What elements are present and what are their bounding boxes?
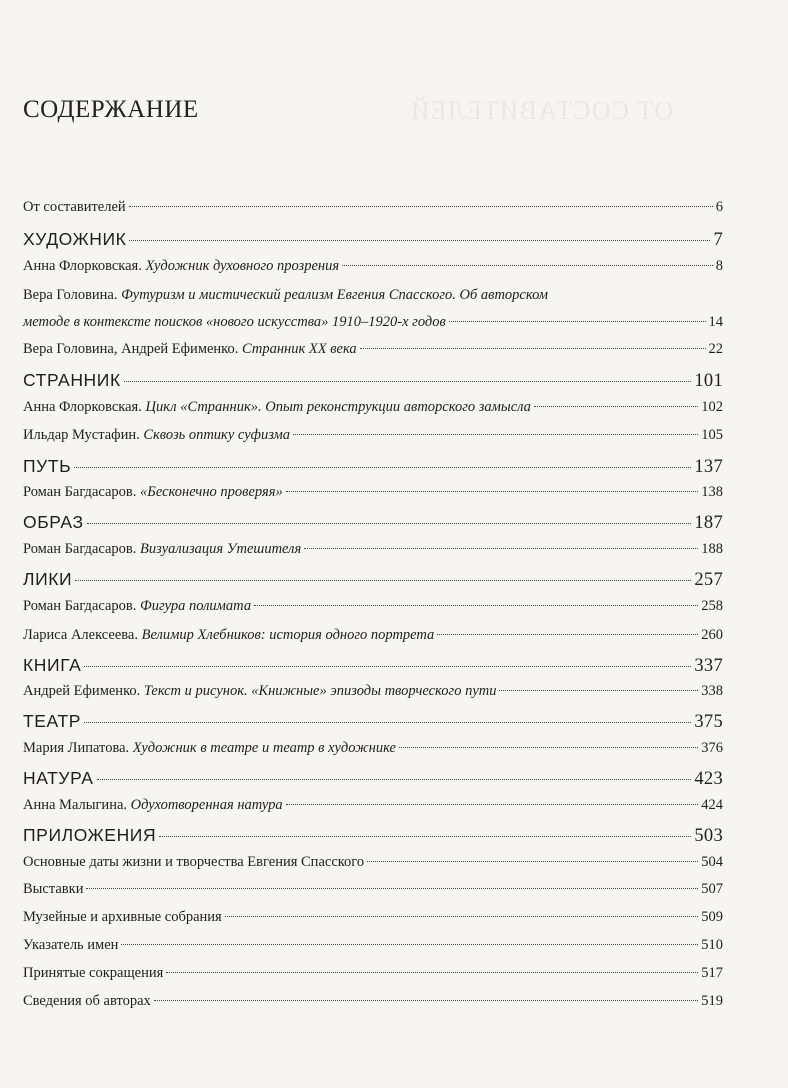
toc-section-title: ПРИЛОЖЕНИЯ xyxy=(23,825,157,845)
toc-entry-label: Музейные и архивные собрания xyxy=(23,909,222,925)
page-number: 22 xyxy=(708,341,723,357)
toc-section-title: КНИГА xyxy=(23,655,82,675)
toc-author: Лариса Алексеева. xyxy=(23,627,142,643)
toc-entry-row[interactable] xyxy=(23,908,723,926)
dot-leader xyxy=(225,915,699,917)
toc-entry-row[interactable] xyxy=(23,426,723,444)
toc-section-title: ОБРАЗ xyxy=(23,512,84,532)
toc-entry-label xyxy=(23,257,339,275)
page-number: 187 xyxy=(694,513,723,533)
page-number: 257 xyxy=(694,570,723,590)
page-number: 507 xyxy=(701,881,723,897)
dot-leader xyxy=(154,999,698,1001)
page-number: 338 xyxy=(701,683,723,699)
page-number: 519 xyxy=(701,993,723,1009)
dot-leader xyxy=(84,721,691,723)
toc-author: Ильдар Мустафин. xyxy=(23,427,144,443)
toc-author: Вера Головина. xyxy=(23,287,122,303)
page-number: 337 xyxy=(694,656,723,676)
toc-title: Сквозь оптику суфизма xyxy=(143,427,291,443)
toc-entry-line xyxy=(23,286,548,304)
page-number: 101 xyxy=(694,371,723,391)
toc-section-row[interactable] xyxy=(23,455,723,478)
toc-title: Художник в театре и театр в художнике xyxy=(132,740,396,756)
dot-leader xyxy=(129,205,713,207)
page-number: 105 xyxy=(701,427,723,443)
toc-entry-row[interactable] xyxy=(23,682,723,700)
toc-entry-label xyxy=(23,340,357,358)
toc-entry-label xyxy=(23,483,283,501)
dot-leader xyxy=(360,347,706,349)
toc-section-row[interactable] xyxy=(23,767,723,790)
toc-section-title: ХУДОЖНИК xyxy=(23,229,127,249)
toc-entry-row[interactable] xyxy=(23,198,723,216)
toc-entry-row[interactable] xyxy=(23,880,723,898)
page-number: 424 xyxy=(701,797,723,813)
page-number: 14 xyxy=(708,314,723,330)
dot-leader xyxy=(367,860,698,862)
toc-entry-label xyxy=(23,597,251,615)
toc-title-continued: методе в контексте поисков «нового искусства» 1910–1920-х годов xyxy=(23,314,446,330)
dot-leader xyxy=(286,490,699,492)
dot-leader xyxy=(121,943,698,945)
toc-title: Велимир Хлебников: история одного портрета xyxy=(141,627,435,643)
toc-entry-row[interactable] xyxy=(23,964,723,982)
toc-author: Анна Флорковская. xyxy=(23,258,146,274)
dot-leader xyxy=(293,433,698,435)
dot-leader xyxy=(534,405,698,407)
toc-title: Художник духовного прозрения xyxy=(145,258,340,274)
toc-section-row[interactable] xyxy=(23,568,723,591)
bleed-through-text: ОТ СОСТАВИТЕЛЕЙ xyxy=(410,96,674,125)
toc-section-title: НАТУРА xyxy=(23,768,94,788)
page-number: 8 xyxy=(715,258,723,274)
toc-title: Футуризм и мистический реализм Евгения Спасского. Об авторском xyxy=(121,287,549,303)
dot-leader xyxy=(97,778,692,780)
page-number: 258 xyxy=(701,598,723,614)
dot-leader xyxy=(159,835,691,837)
dot-leader xyxy=(437,633,698,635)
toc-entry-row[interactable] xyxy=(23,936,723,954)
page-number: 138 xyxy=(701,484,723,500)
toc-entry-row[interactable] xyxy=(23,739,723,757)
dot-leader xyxy=(342,264,713,266)
page-number: 260 xyxy=(701,627,723,643)
toc-section-row[interactable] xyxy=(23,369,723,392)
page-number: 517 xyxy=(701,965,723,981)
dot-leader xyxy=(75,579,691,581)
toc-entry-label: Указатель имен xyxy=(23,937,119,953)
toc-entry-label: Выставки xyxy=(23,881,84,897)
toc-author: Мария Липатова. xyxy=(23,740,133,756)
toc-entry-row[interactable] xyxy=(23,340,723,358)
toc-entry-row[interactable] xyxy=(23,540,723,558)
toc-author: Вера Головина, Андрей Ефименко. xyxy=(23,341,242,357)
toc-section-title: ТЕАТР xyxy=(23,711,82,731)
toc-entry-label: От составителей xyxy=(23,199,126,215)
dot-leader xyxy=(87,522,692,524)
toc-entry-row[interactable] xyxy=(23,597,723,615)
dot-leader xyxy=(86,887,698,889)
toc-entry-label xyxy=(23,682,496,700)
toc-entry-label: Сведения об авторах xyxy=(23,993,151,1009)
toc-entry-label xyxy=(23,313,446,331)
toc-title: Визуализация Утешителя xyxy=(140,541,302,557)
toc-entry-row[interactable] xyxy=(23,313,723,331)
toc-entry-label xyxy=(23,398,531,416)
toc-title: Одухотворенная натура xyxy=(130,797,283,813)
page-number: 423 xyxy=(694,769,723,789)
page-number: 504 xyxy=(701,854,723,870)
page-number: 503 xyxy=(694,826,723,846)
page-number: 7 xyxy=(713,230,723,250)
dot-leader xyxy=(399,746,698,748)
toc-entry-label xyxy=(23,739,396,757)
toc-section-row[interactable] xyxy=(23,824,723,847)
dot-leader xyxy=(166,971,698,973)
toc-entry-row[interactable] xyxy=(23,796,723,814)
toc-author: Анна Малыгина. xyxy=(23,797,131,813)
toc-title: Странник XX века xyxy=(242,341,357,357)
toc-section-title: ПУТЬ xyxy=(23,456,72,476)
dot-leader xyxy=(74,466,691,468)
toc-section-row[interactable] xyxy=(23,228,723,251)
dot-leader xyxy=(499,689,698,691)
toc-title: «Бесконечно проверяя» xyxy=(140,484,283,500)
toc-author: Андрей Ефименко. xyxy=(23,683,144,699)
toc-author: Роман Багдасаров. xyxy=(23,541,141,557)
dot-leader xyxy=(304,547,698,549)
dot-leader xyxy=(254,604,698,606)
toc-author: Анна Флорковская. xyxy=(23,399,146,415)
toc-entry-row[interactable] xyxy=(23,853,723,871)
toc-entry-label xyxy=(23,796,283,814)
page-number: 6 xyxy=(715,199,723,215)
page-number: 509 xyxy=(701,909,723,925)
toc-entry-label xyxy=(23,540,301,558)
dot-leader xyxy=(449,320,706,322)
page-number: 137 xyxy=(694,457,723,477)
toc-author: Роман Багдасаров. xyxy=(23,484,141,500)
dot-leader xyxy=(84,665,691,667)
toc-entry-row[interactable] xyxy=(23,483,723,501)
page-title: СОДЕРЖАНИЕ xyxy=(23,96,199,123)
toc-entry-row[interactable] xyxy=(23,257,723,275)
toc-section-title: СТРАННИК xyxy=(23,370,121,390)
toc-section-title: ЛИКИ xyxy=(23,569,73,589)
page-number: 102 xyxy=(701,399,723,415)
toc-section-row[interactable] xyxy=(23,710,723,733)
toc-section-row[interactable] xyxy=(23,654,723,677)
toc-entry-row[interactable] xyxy=(23,626,723,644)
toc-section-row[interactable] xyxy=(23,511,723,534)
toc-title: Цикл «Странник». Опыт реконструкции авторского замысла xyxy=(145,399,531,415)
dot-leader xyxy=(286,803,699,805)
dot-leader xyxy=(124,380,692,382)
toc-entry-label xyxy=(23,626,434,644)
page-number: 376 xyxy=(701,740,723,756)
toc-entry-row[interactable] xyxy=(23,992,723,1010)
toc-entry-label xyxy=(23,426,290,444)
page-number: 510 xyxy=(701,937,723,953)
toc-entry-label: Принятые сокращения xyxy=(23,965,164,981)
dot-leader xyxy=(129,239,710,241)
toc-title: Текст и рисунок. «Книжные» эпизоды творческого пути xyxy=(143,683,497,699)
toc-title: Фигура полимата xyxy=(140,598,252,614)
toc-entry-row[interactable] xyxy=(23,398,723,416)
page-number: 188 xyxy=(701,541,723,557)
toc-author: Роман Багдасаров. xyxy=(23,598,141,614)
toc-entry-label: Основные даты жизни и творчества Евгения Спасского xyxy=(23,854,365,870)
page-number: 375 xyxy=(694,712,723,732)
